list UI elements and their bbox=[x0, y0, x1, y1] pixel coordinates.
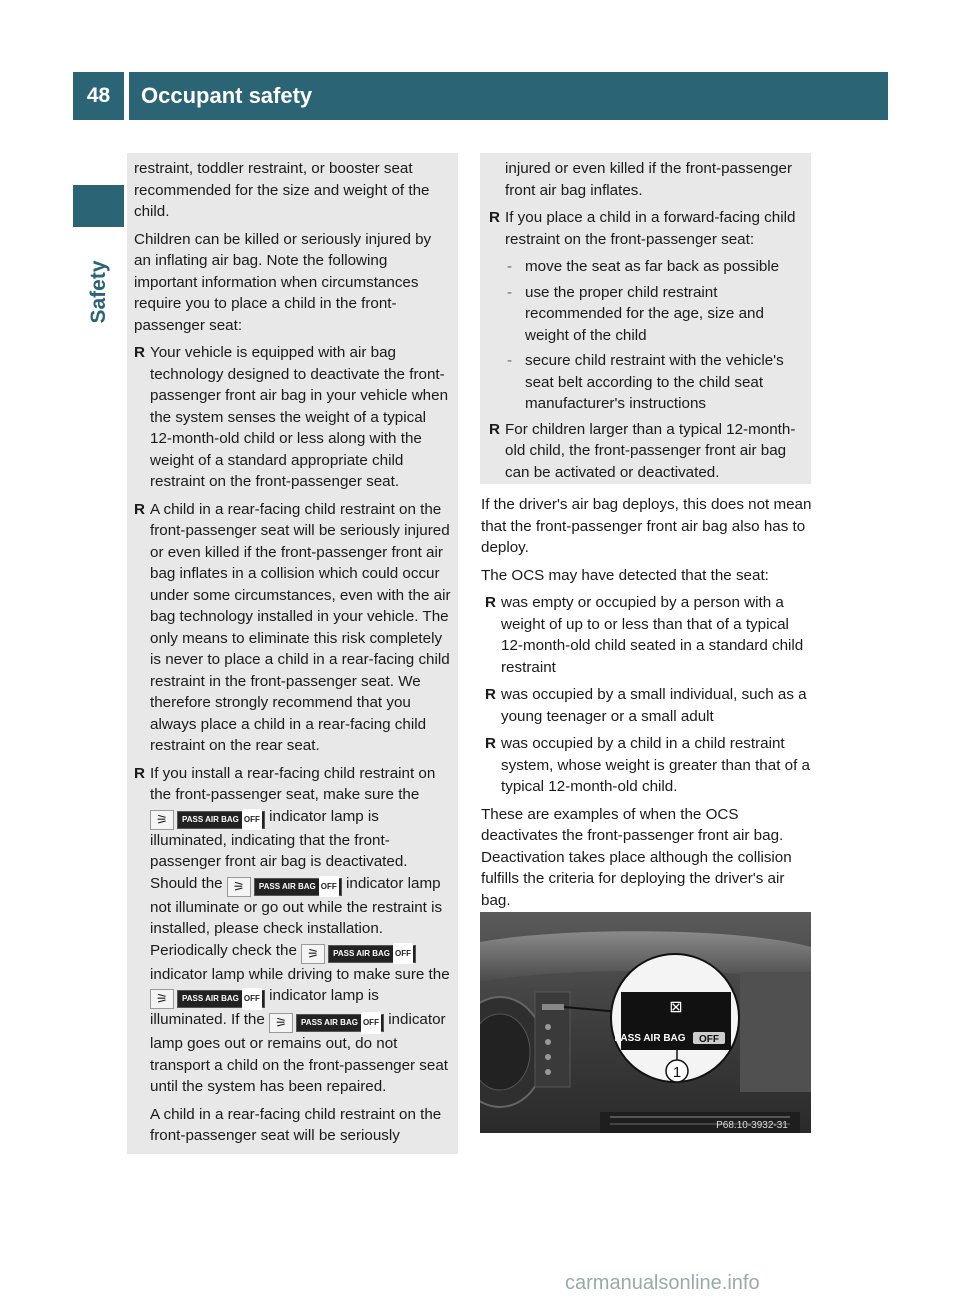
bullet-item: R was occupied by a child in a child restraint system, whose weight is greater than that of a typical 12-month-old child. bbox=[485, 735, 810, 795]
airbag-indicator-icon: ⚞ PASS AIR BAG OFF bbox=[150, 989, 265, 1009]
bullet-item: R was empty or occupied by a person with a weight of up to or less than that of a typical 12-month-old child seated in a standard child restraint bbox=[485, 594, 804, 676]
bullet-marker: R bbox=[485, 594, 496, 611]
sub-item: - move the seat as far back as possible bbox=[507, 258, 780, 275]
bullet-marker: R bbox=[134, 344, 145, 361]
bullet-item: R A child in a rear-facing child restraint on the front-passenger seat will be seriously injured or even killed if the front-passenger front air bag inflates in a collision which could occur under some circumstances, even with the air bag technology installed in your vehicle. The only means to eliminate this risk completely is never to place a child in a rear-facing child restraint in the front-passenger seat. We therefore strongly recommend that you always place a child in a rear-facing child restraint on the rear seat. bbox=[134, 500, 451, 754]
airbag-indicator-icon: ⚞ PASS AIR BAG OFF bbox=[150, 810, 265, 830]
seat-occupancy-icon: ⊠ bbox=[669, 997, 683, 1016]
right-box-content bbox=[489, 158, 807, 489]
callout-number: 1 bbox=[672, 1064, 682, 1081]
sub-item: - secure child restraint with the vehicle's seat belt according to the child seat manufacturer's instructions bbox=[507, 352, 784, 412]
airbag-indicator-icon: ⚞ PASS AIR BAG OFF bbox=[227, 877, 342, 897]
bullet-marker: R bbox=[134, 500, 145, 518]
paragraph: These are examples of when the OCS deactivates the front-passenger front air bag. Deactivation takes place although the collision fulfills the criteria for deploying the driver's air bag. bbox=[481, 805, 792, 909]
page-number: 48 bbox=[73, 72, 124, 120]
section-label: Safety bbox=[86, 260, 110, 324]
left-column bbox=[134, 158, 452, 1153]
paragraph: The OCS may have detected that the seat: bbox=[481, 566, 769, 584]
bullet-item: R If you install a rear-facing child restraint on the front-passenger seat, make sure the ⚞ PASS AIR BAG OFF indicator lamp is illuminated, indicating that the front-passenger front air bag is deactivated. Should the ⚞ PASS AIR BAG OFF indicator lamp not illuminate or go out while the restraint is installed, please check installation. Periodically check the ⚞ PASS AIR BAG OFF indicator lamp while driving to make sure the ⚞ PASS AIR BAG OFF indicator lamp is illuminated. If the ⚞ PASS AIR BAG OFF indicator lamp goes out or remains out, do not transport a child on the front-passenger seat until the system has been repaired. A child in a rear-facing child restraint on the front-passenger seat will be seriously bbox=[134, 763, 452, 1147]
dashboard-photo bbox=[480, 912, 811, 1133]
paragraph: restraint, toddler restraint, or booster seat recommended for the size and weight of the child. bbox=[134, 160, 430, 220]
airbag-indicator-icon: ⚞ PASS AIR BAG OFF bbox=[269, 1013, 384, 1033]
right-column bbox=[481, 494, 813, 917]
airbag-indicator-icon: ⚞ PASS AIR BAG OFF bbox=[301, 944, 416, 964]
sub-item: - use the proper child restraint recommended for the age, size and weight of the child bbox=[507, 283, 764, 344]
bullet-marker: R bbox=[134, 764, 145, 782]
watermark: carmanualsonline.info bbox=[565, 1272, 760, 1294]
paragraph: Children can be killed or seriously injured by an inflating air bag. Note the following important information when circumstances require you to place a child in the front-passenger seat: bbox=[134, 230, 432, 334]
bullet-item: R was occupied by a small individual, such as a young teenager or a small adult bbox=[485, 686, 807, 725]
bullet-marker: R bbox=[489, 420, 500, 438]
page-title: Occupant safety bbox=[129, 72, 888, 120]
lamp-text: PASS AIR BAG bbox=[614, 1033, 686, 1044]
paragraph: If the driver's air bag deploys, this does not mean that the front-passenger front air bag also has to deploy. bbox=[481, 496, 812, 556]
section-tab-marker bbox=[73, 185, 124, 227]
bullet-marker: R bbox=[485, 735, 496, 752]
paragraph: A child in a rear-facing child restraint on the front-passenger seat will be seriously bbox=[150, 1105, 442, 1144]
dashboard-illustration bbox=[480, 912, 811, 1133]
bullet-item: R Your vehicle is equipped with air bag technology designed to deactivate the front-passenger front air bag in your vehicle when the system senses the weight of a typical 12-month-old child or less along with the weight of a standard appropriate child restraint on the front-passenger seat. bbox=[134, 344, 449, 490]
bullet-item: R If you place a child in a forward-facing child restraint on the front-passenger seat: bbox=[489, 209, 796, 248]
figure-reference: P68.10-3932-31 bbox=[716, 1120, 788, 1131]
paragraph: injured or even killed if the front-passenger front air bag inflates. bbox=[505, 160, 793, 199]
bullet-item: R For children larger than a typical 12-month-old child, the front-passenger front air bag can be activated or deactivated. bbox=[489, 420, 796, 481]
bullet-marker: R bbox=[485, 686, 496, 703]
bullet-marker: R bbox=[489, 209, 500, 226]
lamp-state-text: OFF bbox=[699, 1034, 719, 1045]
